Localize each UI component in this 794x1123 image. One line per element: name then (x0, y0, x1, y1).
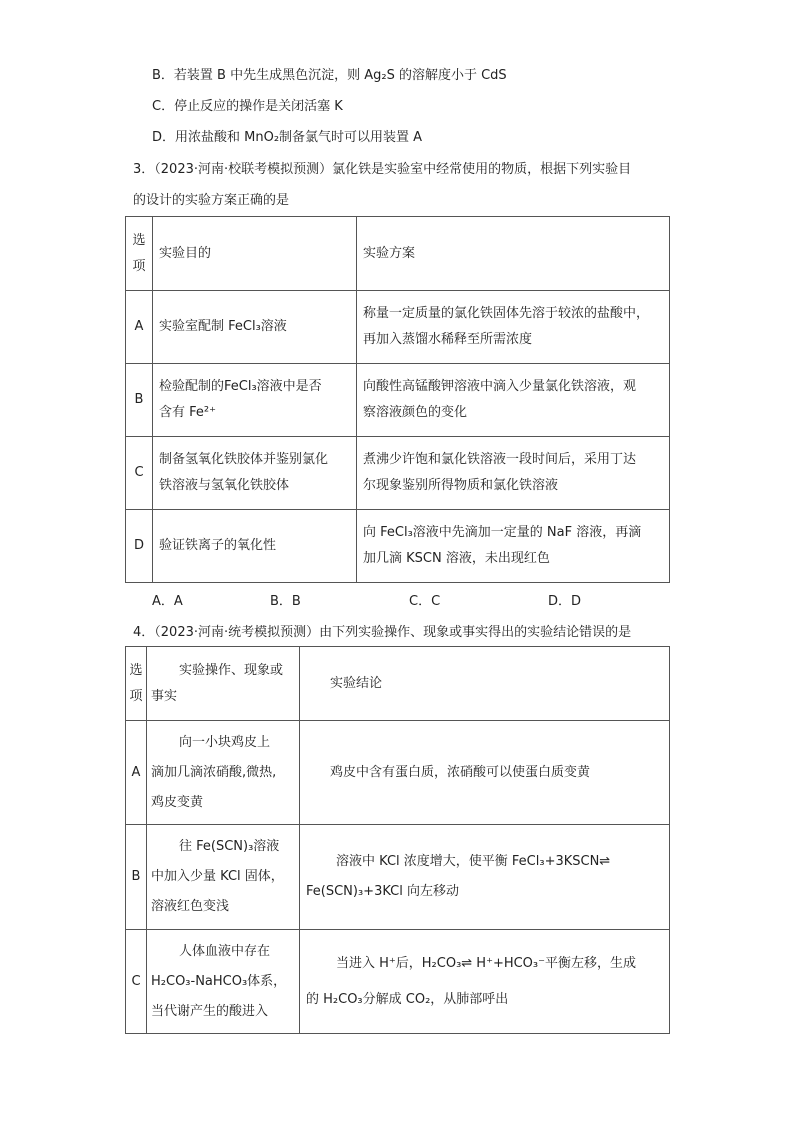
row-plan: 称量一定质量的氯化铁固体先溶于较浓的盐酸中， 再加入蒸馏水稀释至所需浓度 (357, 291, 670, 364)
row-operation: 人体血液中存在 H₂CO₃-NaHCO₃体系， 当代谢产生的酸进入 (147, 930, 300, 1034)
table-row (126, 364, 670, 437)
q4-table (125, 646, 670, 1034)
table-row (126, 510, 670, 583)
row-operation: 往 Fe(SCN)₃溶液 中加入少量 KCl 固体， 溶液红色变浅 (147, 825, 300, 930)
option-c-prev: C．停止反应的操作是关闭活塞 K (152, 99, 343, 114)
row-option: A (126, 721, 147, 825)
q3-table (125, 216, 670, 583)
row-conclusion: 鸡皮中含有蛋白质，浓硝酸可以使蛋白质变黄 (300, 721, 670, 825)
header-option: 选 项 (126, 647, 147, 721)
header-operation: 实验操作、现象或 事实 (147, 647, 300, 721)
table-row (126, 721, 670, 825)
row-purpose: 制备氢氧化铁胶体并鉴别氯化 铁溶液与氢氧化铁胶体 (153, 437, 357, 510)
answer-option-d[interactable]: D．D (548, 594, 582, 609)
option-b-prev: B．若装置 B 中先生成黑色沉淀，则 Ag₂S 的溶解度小于 CdS (152, 68, 507, 83)
table-row (126, 291, 670, 364)
header-purpose: 实验目的 (153, 217, 357, 291)
q4-stem: 4．（2023·河南·统考模拟预测）由下列实验操作、现象或事实得出的实验结论错误的是 (133, 625, 632, 640)
table-row (126, 825, 670, 930)
row-plan: 向 FeCl₃溶液中先滴加一定量的 NaF 溶液，再滴 加几滴 KSCN 溶液，未出现红色 (357, 510, 670, 583)
header-conclusion: 实验结论 (300, 647, 670, 721)
option-d-prev: D．用浓盐酸和 MnO₂制备氯气时可以用装置 A (152, 130, 423, 145)
table-row (126, 437, 670, 510)
table-row (126, 217, 670, 291)
row-plan: 向酸性高锰酸钾溶液中滴入少量氯化铁溶液，观 察溶液颜色的变化 (357, 364, 670, 437)
row-option: D (126, 510, 153, 583)
table-row (126, 647, 670, 721)
row-option: C (126, 930, 147, 1034)
row-purpose: 验证铁离子的氧化性 (153, 510, 357, 583)
answer-option-a[interactable]: A．A (152, 594, 183, 609)
answer-option-c[interactable]: C．C (409, 594, 441, 609)
header-plan: 实验方案 (357, 217, 670, 291)
row-conclusion: 溶液中 KCl 浓度增大，使平衡 FeCl₃+3KSCN⇌ Fe(SCN)₃+3KCl 向左移动 (300, 825, 670, 930)
row-purpose: 检验配制的FeCl₃溶液中是否 含有 Fe²⁺ (153, 364, 357, 437)
row-option: B (126, 364, 153, 437)
row-plan: 煮沸少许饱和氯化铁溶液一段时间后，采用丁达 尔现象鉴别所得物质和氯化铁溶液 (357, 437, 670, 510)
answer-option-b[interactable]: B．B (270, 594, 301, 609)
row-conclusion: 当进入 H⁺后，H₂CO₃⇌ H⁺+HCO₃⁻平衡左移，生成 的 H₂CO₃分解成 CO₂，从肺部呼出 (300, 930, 670, 1034)
q3-stem-line1: 3．（2023·河南·校联考模拟预测）氯化铁是实验室中经常使用的物质，根据下列实验目 (133, 162, 632, 177)
row-operation: 向一小块鸡皮上 滴加几滴浓硝酸,微热, 鸡皮变黄 (147, 721, 300, 825)
row-purpose: 实验室配制 FeCl₃溶液 (153, 291, 357, 364)
row-option: A (126, 291, 153, 364)
row-option: B (126, 825, 147, 930)
row-option: C (126, 437, 153, 510)
q3-stem-line2: 的设计的实验方案正确的是 (133, 193, 290, 208)
table-row (126, 930, 670, 1034)
q3-answer-options (152, 592, 672, 612)
header-option: 选 项 (126, 217, 153, 291)
